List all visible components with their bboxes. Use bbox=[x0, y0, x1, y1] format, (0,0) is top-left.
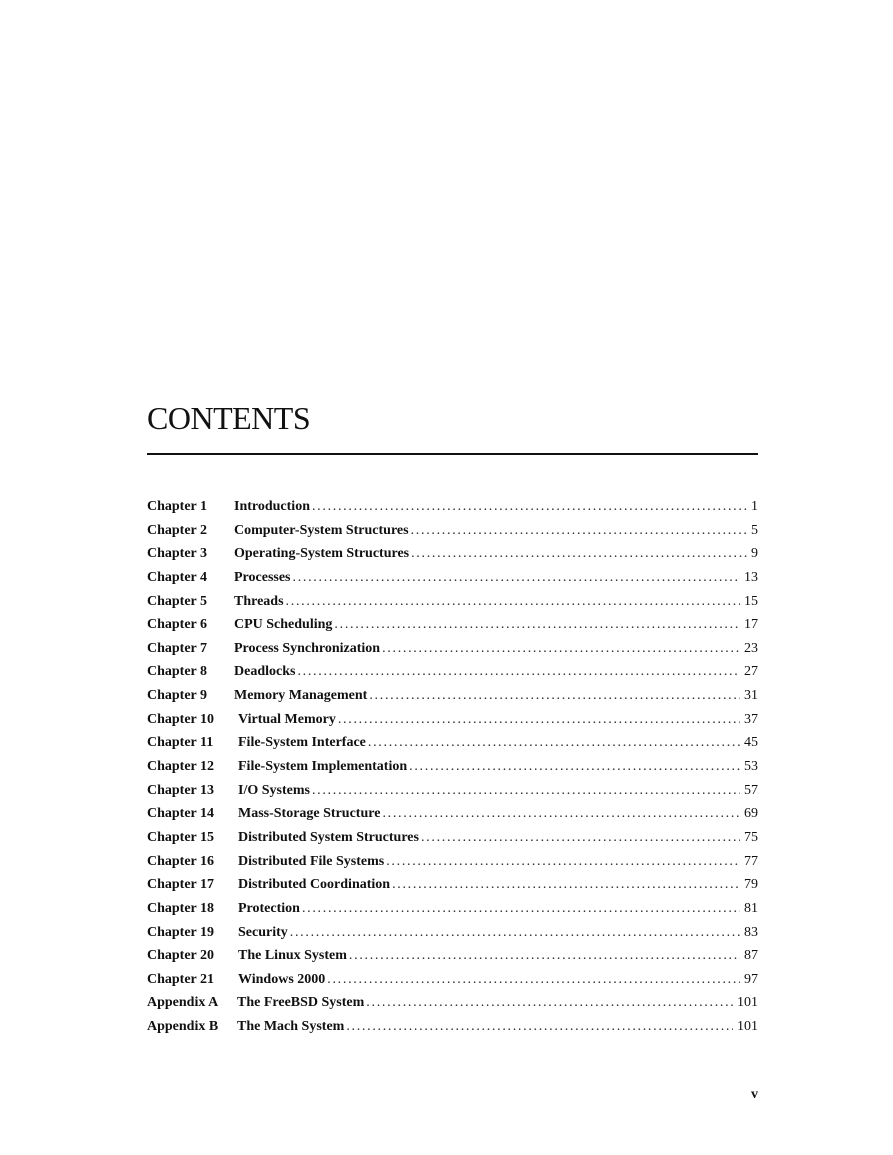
toc-page-number: 87 bbox=[744, 948, 758, 964]
toc-chapter-label: Chapter 20 bbox=[147, 948, 215, 964]
toc-page-number: 9 bbox=[751, 546, 758, 562]
toc-chapter-label: Chapter 14 bbox=[147, 806, 215, 822]
toc-chapter-label: Chapter 19 bbox=[147, 924, 215, 940]
toc-appendix-label: Appendix B bbox=[147, 1019, 219, 1035]
toc-dot-leader bbox=[382, 641, 740, 657]
toc-page-number: 79 bbox=[744, 877, 758, 893]
toc-chapter-label: Chapter 18 bbox=[147, 900, 215, 916]
toc-entry[interactable] bbox=[147, 664, 758, 688]
toc-entry[interactable] bbox=[147, 712, 758, 736]
toc-chapter-title: Mass-Storage Structure bbox=[238, 806, 381, 822]
toc-entry[interactable] bbox=[147, 523, 758, 547]
toc-chapter-label: Chapter 11 bbox=[147, 735, 214, 751]
toc-entry[interactable] bbox=[147, 759, 758, 783]
toc-chapter-label: Chapter 12 bbox=[147, 759, 215, 775]
toc-chapter-label: Chapter 17 bbox=[147, 877, 215, 893]
toc-entry[interactable] bbox=[147, 546, 758, 570]
toc-page-number: 81 bbox=[744, 900, 758, 916]
toc-page-number: 13 bbox=[744, 569, 758, 585]
toc-entry[interactable] bbox=[147, 854, 758, 878]
toc-chapter-title: File-System Interface bbox=[238, 735, 366, 751]
toc-entry[interactable] bbox=[147, 688, 758, 712]
toc-chapter-label: Chapter 15 bbox=[147, 829, 215, 845]
toc-dot-leader bbox=[366, 995, 733, 1011]
page-title: CONTENTS bbox=[147, 400, 311, 436]
toc-entry[interactable] bbox=[147, 735, 758, 759]
toc-appendix-title: The FreeBSD System bbox=[237, 995, 365, 1011]
toc-page-number: 53 bbox=[744, 759, 758, 775]
toc-chapter-title: I/O Systems bbox=[238, 782, 310, 798]
toc-chapter-title: CPU Scheduling bbox=[234, 617, 333, 633]
toc-page-number: 57 bbox=[744, 782, 758, 798]
toc-dot-leader bbox=[293, 570, 741, 586]
toc-chapter-title: Security bbox=[238, 924, 288, 940]
toc-appendix-label: Appendix A bbox=[147, 995, 219, 1011]
toc-chapter-label: Chapter 9 bbox=[147, 688, 208, 704]
toc-entry[interactable] bbox=[147, 830, 758, 854]
toc-dot-leader bbox=[421, 830, 740, 846]
toc-dot-leader bbox=[346, 1019, 733, 1035]
toc-page-number: 37 bbox=[744, 711, 758, 727]
toc-page-number: 101 bbox=[737, 995, 758, 1011]
toc-entry[interactable] bbox=[147, 570, 758, 594]
toc-chapter-title: Distributed File Systems bbox=[238, 853, 385, 869]
toc-page-number: 17 bbox=[744, 617, 758, 633]
toc-page-number: 15 bbox=[744, 593, 758, 609]
toc-chapter-title: Introduction bbox=[234, 499, 310, 514]
toc-dot-leader bbox=[334, 617, 740, 633]
toc-dot-leader bbox=[411, 546, 747, 562]
toc-page-number: 83 bbox=[744, 924, 758, 940]
toc-chapter-label: Chapter 7 bbox=[147, 640, 208, 656]
toc-dot-leader bbox=[411, 523, 747, 539]
toc-chapter-label: Chapter 10 bbox=[147, 711, 215, 727]
toc-dot-leader bbox=[369, 688, 740, 704]
toc-dot-leader bbox=[338, 712, 740, 728]
toc-entry[interactable] bbox=[147, 641, 758, 665]
toc-dot-leader bbox=[382, 806, 740, 822]
toc-chapter-title: File-System Implementation bbox=[238, 759, 408, 775]
toc-entry[interactable] bbox=[147, 901, 758, 925]
toc-chapter-label: Chapter 6 bbox=[147, 617, 208, 633]
toc-chapter-title: Distributed System Structures bbox=[238, 829, 419, 845]
toc-page-number: 31 bbox=[744, 688, 758, 704]
page-number: v bbox=[751, 1087, 758, 1102]
toc-page-number: 69 bbox=[744, 806, 758, 822]
toc-appendix-title: The Mach System bbox=[237, 1019, 345, 1035]
toc-dot-leader bbox=[349, 948, 740, 964]
toc-entry[interactable] bbox=[147, 806, 758, 830]
toc-page-number: 101 bbox=[737, 1019, 758, 1035]
toc-chapter-label: Chapter 8 bbox=[147, 664, 208, 680]
toc-entry[interactable] bbox=[147, 499, 758, 523]
toc-page-number: 97 bbox=[744, 971, 758, 987]
toc-page-number: 75 bbox=[744, 829, 758, 845]
toc-chapter-label: Chapter 3 bbox=[147, 546, 208, 562]
toc-chapter-title: Process Synchronization bbox=[234, 640, 381, 656]
toc-dot-leader bbox=[290, 925, 740, 941]
toc-page-number: 5 bbox=[751, 522, 758, 538]
toc-chapter-title: The Linux System bbox=[238, 948, 347, 964]
toc-chapter-label: Chapter 1 bbox=[147, 499, 208, 514]
toc-dot-leader bbox=[297, 664, 740, 680]
toc-chapter-title: Windows 2000 bbox=[238, 971, 326, 987]
toc-chapter-label: Chapter 4 bbox=[147, 569, 208, 585]
toc-entry[interactable] bbox=[147, 617, 758, 641]
toc-chapter-title: Virtual Memory bbox=[238, 711, 336, 727]
toc-chapter-label: Chapter 5 bbox=[147, 593, 208, 609]
toc-dot-leader bbox=[392, 877, 740, 893]
toc-dot-leader bbox=[327, 972, 740, 988]
toc-page-number: 27 bbox=[744, 664, 758, 680]
toc-entry[interactable] bbox=[147, 783, 758, 807]
toc-chapter-title: Protection bbox=[238, 900, 300, 916]
toc-entry[interactable] bbox=[147, 1019, 758, 1043]
toc-dot-leader bbox=[368, 735, 740, 751]
toc-entry[interactable] bbox=[147, 594, 758, 618]
toc-page-number: 77 bbox=[744, 853, 758, 869]
toc-page-number: 45 bbox=[744, 735, 758, 751]
toc-chapter-title: Threads bbox=[234, 593, 284, 609]
toc-chapter-title: Operating-System Structures bbox=[234, 546, 410, 562]
toc-dot-leader bbox=[386, 854, 740, 870]
toc-chapter-title: Computer-System Structures bbox=[234, 522, 409, 538]
toc-entry[interactable] bbox=[147, 948, 758, 972]
toc-page-number: 23 bbox=[744, 640, 758, 656]
toc-chapter-label: Chapter 16 bbox=[147, 853, 215, 869]
toc-entry[interactable] bbox=[147, 972, 758, 996]
toc-dot-leader bbox=[286, 594, 740, 610]
toc-dot-leader bbox=[312, 499, 747, 515]
toc-dot-leader bbox=[409, 759, 740, 775]
title-rule bbox=[147, 453, 758, 455]
toc-entry[interactable] bbox=[147, 925, 758, 949]
toc-chapter-label: Chapter 21 bbox=[147, 971, 215, 987]
toc-chapter-label: Chapter 13 bbox=[147, 782, 215, 798]
toc-chapter-label: Chapter 2 bbox=[147, 522, 208, 538]
toc-chapter-title: Distributed Coordination bbox=[238, 877, 391, 893]
toc-chapter-title: Deadlocks bbox=[234, 664, 296, 680]
toc-dot-leader bbox=[312, 783, 740, 799]
toc-chapter-title: Processes bbox=[234, 569, 291, 585]
toc-page-number: 1 bbox=[751, 499, 758, 514]
toc-chapter-title: Memory Management bbox=[234, 688, 368, 704]
toc-entry[interactable] bbox=[147, 877, 758, 901]
toc-dot-leader bbox=[302, 901, 740, 917]
toc-entry[interactable] bbox=[147, 995, 758, 1019]
table-of-contents bbox=[147, 499, 758, 1043]
